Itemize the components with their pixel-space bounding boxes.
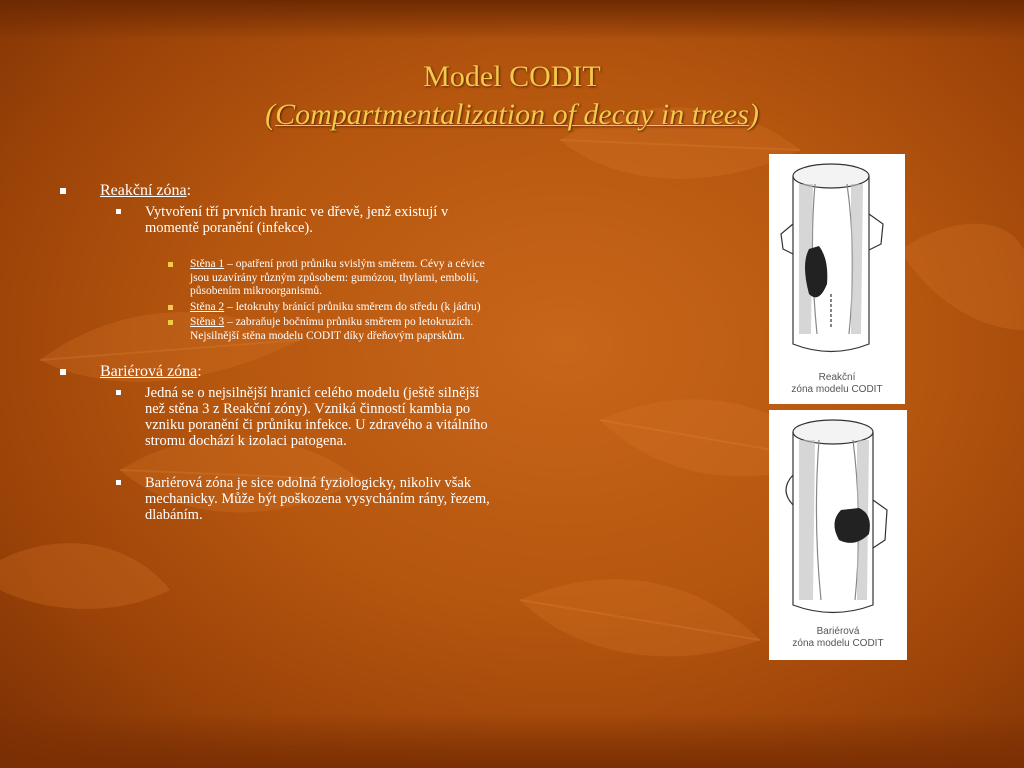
figure-2-caption-line2: zóna modelu CODIT xyxy=(792,638,884,649)
reakcni-point1-text: Vytvoření tří prvních hranic ve dřevě, jenž existují v momentě poranění (infekce). xyxy=(145,204,449,236)
figure-1-caption-line2: zóna modelu CODIT xyxy=(791,384,883,395)
wall-3-link[interactable]: Stěna 3 xyxy=(190,316,225,328)
figure-2-caption-line1: Bariérová xyxy=(816,626,860,637)
wall-1-text: – opatření proti průniku svislým směrem. Cévy a cévice jsou uzavírány různým způsobem: gumózou, thylami, embolií, působením mikroorganismů. xyxy=(190,258,485,297)
figure-reakcni-zona xyxy=(769,154,905,404)
bullet-wall-1 xyxy=(60,258,500,299)
bullet-square-icon xyxy=(168,262,173,267)
bullet-square-icon xyxy=(60,369,66,375)
barierova-zona-link[interactable]: Bariérová zóna xyxy=(100,363,198,380)
wall-2-link[interactable]: Stěna 2 xyxy=(190,300,225,313)
bullet-square-icon xyxy=(116,209,121,214)
tree-trunk-barrier-illustration xyxy=(769,410,907,630)
barierova-point1-text: Jedná se o nejsilnější hranicí celého modelu (ještě silnější než stěna 3 z Reakční zóny). Vzniká činností kambia po vzniku poranění či průniku infekce. U zdravého a vitálního stromu dochází k izolaci patogena. xyxy=(145,385,488,449)
bullet-reakcni-zona xyxy=(60,182,500,200)
bullet-barierova-zona xyxy=(60,363,500,381)
bottom-shade xyxy=(0,713,1024,768)
wall-3-text: – zabraňuje bočnímu průniku směrem po letokruzích. Nejsilnější stěna modelu CODIT díky dřeňovým paprskům. xyxy=(190,316,474,342)
reakcni-colon: : xyxy=(186,182,192,199)
barierova-point2-text: Bariérová zóna je sice odolná fyziologicky, nikoliv však mechanicky. Může být poškozena vysycháním rány, řezem, dlabáním. xyxy=(145,475,490,523)
bullet-wall-3 xyxy=(60,316,500,343)
bullet-barierova-point1 xyxy=(60,385,500,449)
title-paren-close: ) xyxy=(748,98,759,131)
barierova-colon: : xyxy=(197,363,202,380)
figure-barierova-zona xyxy=(769,410,907,660)
bullet-wall-2 xyxy=(60,301,500,315)
slide-content xyxy=(60,182,500,523)
figure-1-caption-line1: Reakční xyxy=(818,372,856,383)
bullet-square-icon xyxy=(60,188,66,194)
bullet-square-icon xyxy=(116,390,121,395)
figure-1-caption xyxy=(769,372,905,396)
title-subtitle xyxy=(0,96,1024,134)
reakcni-zona-link[interactable]: Reakční zóna xyxy=(100,182,187,199)
wall-2-text: – letokruhy bránící průniku směrem do středu (k jádru) xyxy=(224,300,481,313)
figure-2-caption xyxy=(769,626,907,650)
bullet-square-icon xyxy=(116,480,121,485)
bullet-barierova-point2 xyxy=(60,475,500,523)
title-main: Model CODIT xyxy=(423,60,601,93)
slide-title xyxy=(0,58,1024,134)
bullet-square-icon xyxy=(168,320,173,325)
wall-1-link[interactable]: Stěna 1 xyxy=(190,258,225,270)
bullet-square-icon xyxy=(168,305,173,310)
title-subtitle-text: Compartmentalization of decay in trees xyxy=(275,98,749,131)
title-paren-open: ( xyxy=(265,98,276,131)
bullet-reakcni-point1 xyxy=(60,204,500,236)
tree-trunk-reaction-illustration xyxy=(769,154,905,374)
